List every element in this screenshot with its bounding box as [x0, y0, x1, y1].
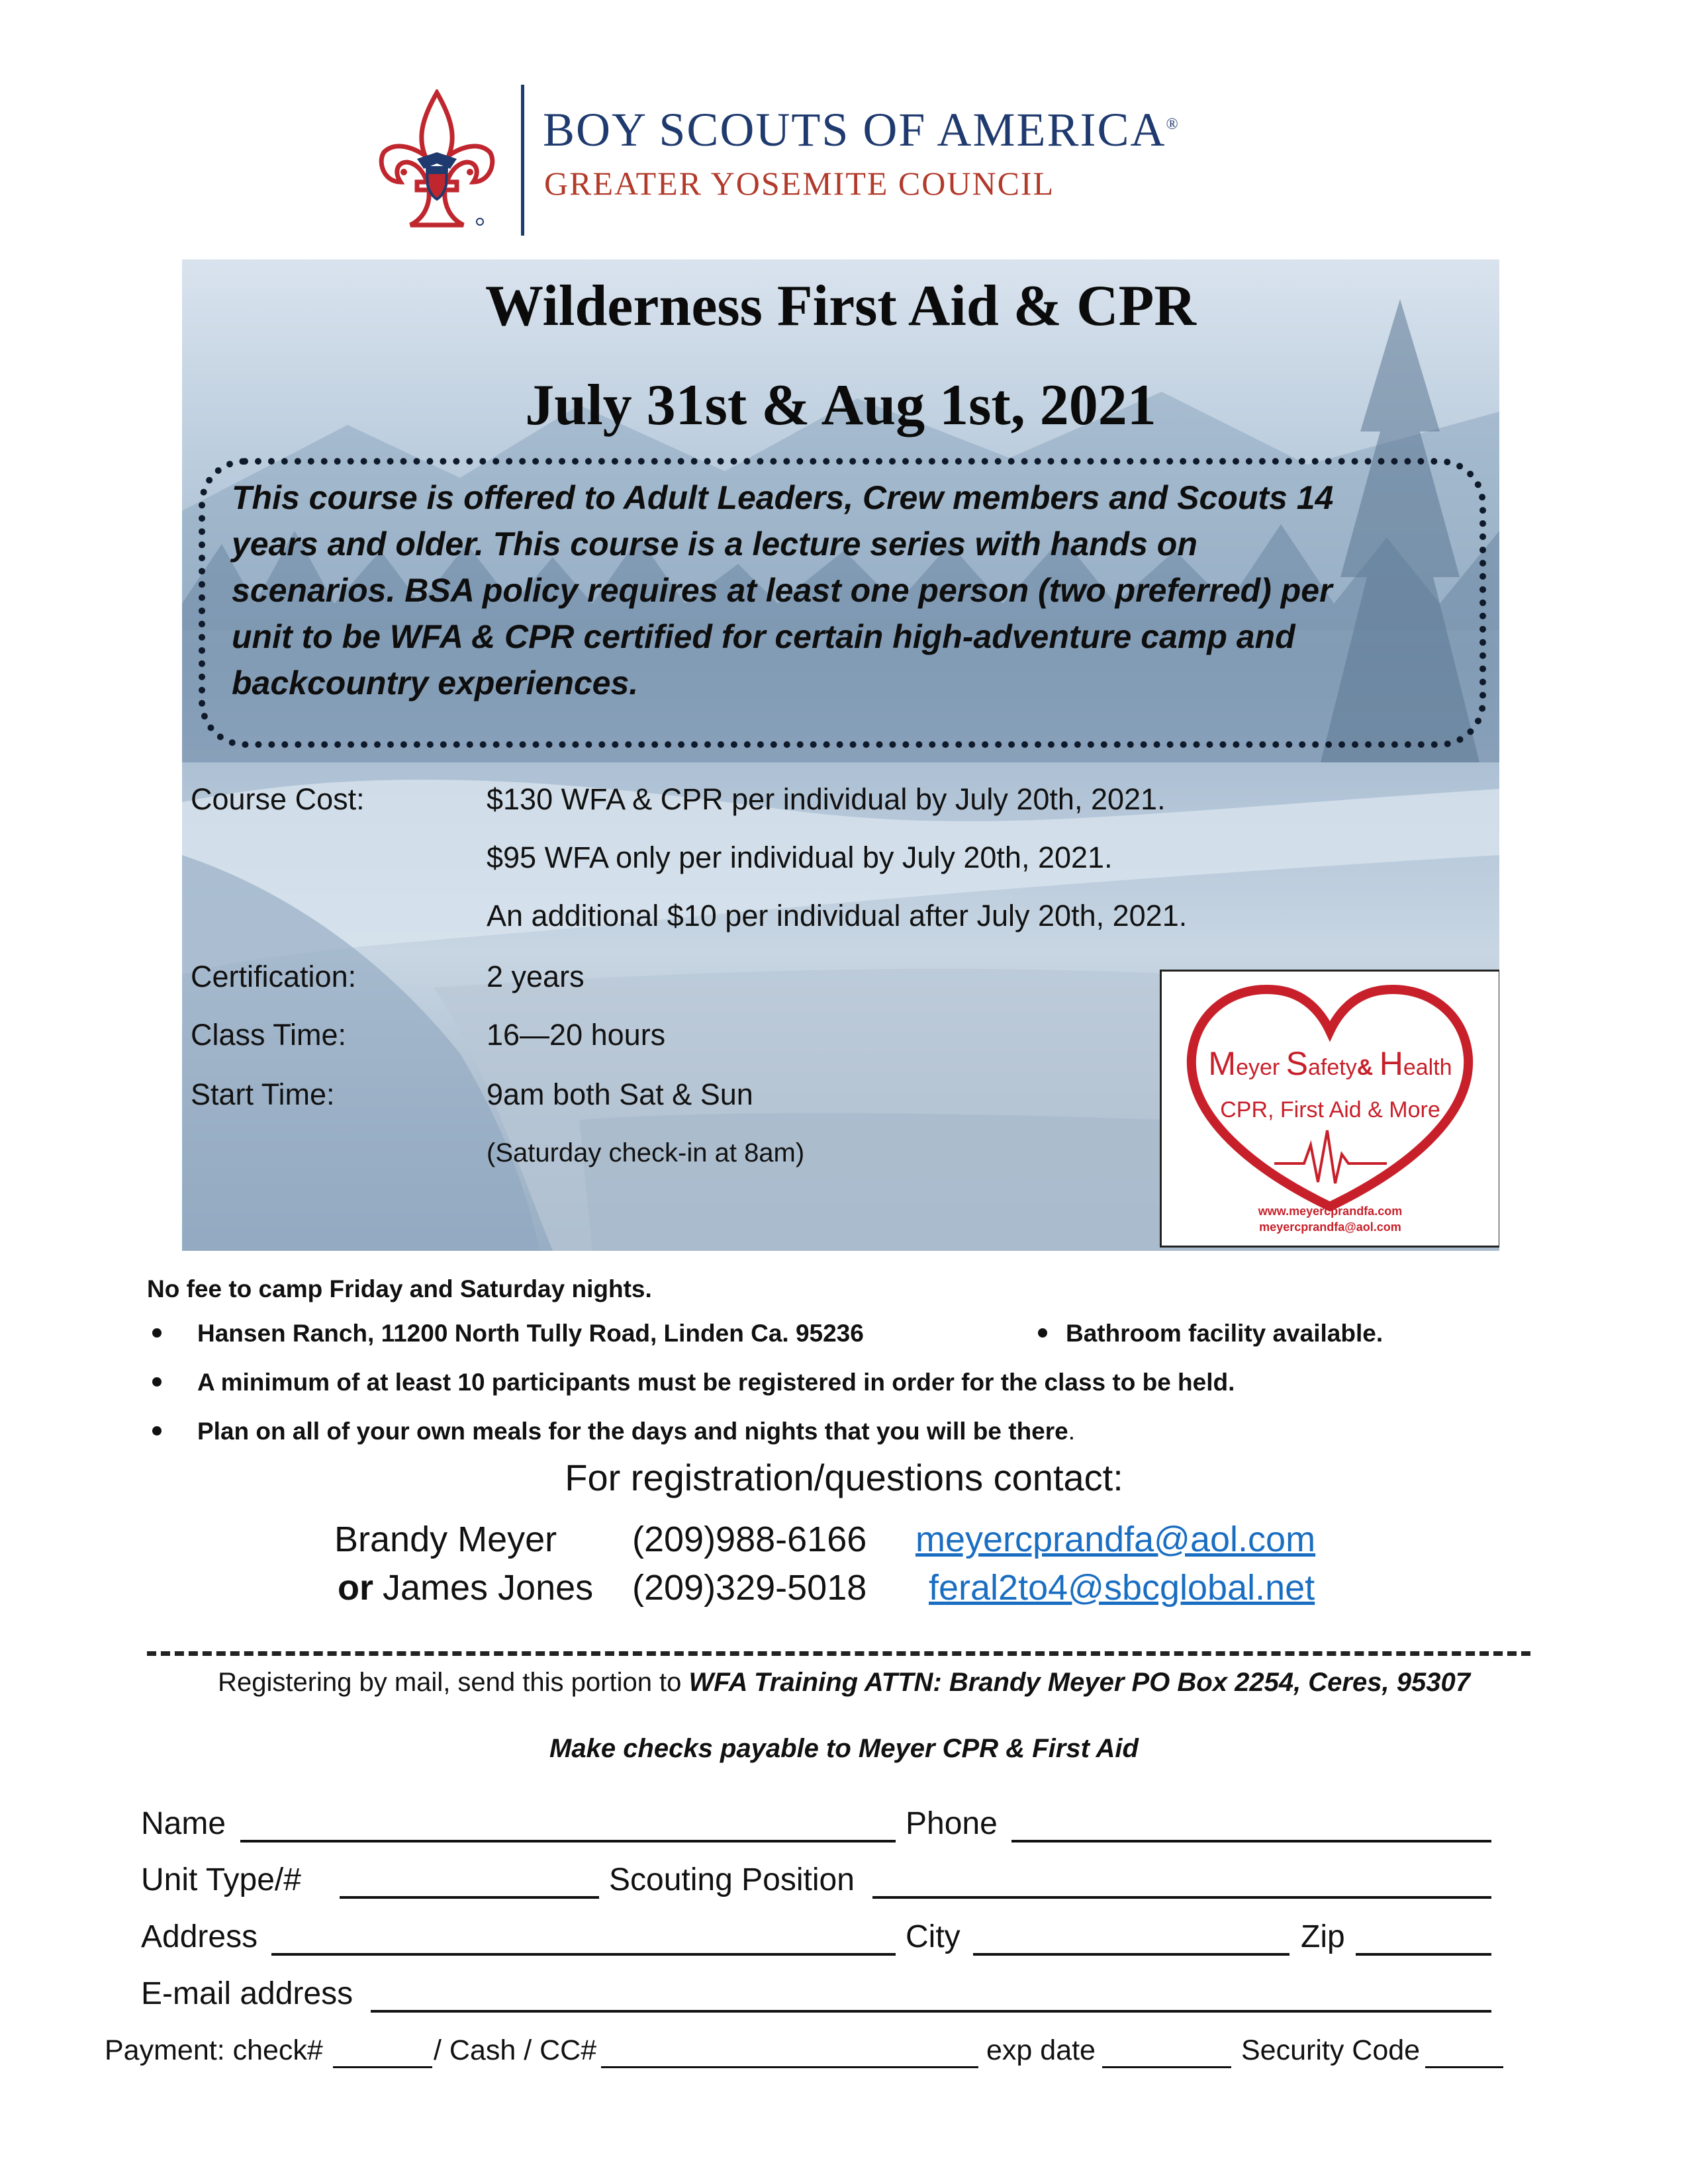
meyer-logo-website: www.meyercprandfa.com: [1258, 1205, 1403, 1218]
address-field[interactable]: [271, 1953, 896, 1956]
meyer-logo-name: Meyer Safety& Health: [1208, 1045, 1452, 1082]
mail-instructions: Registering by mail, send this portion to WFA Training ATTN: Brandy Meyer PO Box 2254, Ceres, 95307: [218, 1668, 1470, 1697]
intro-text: [232, 475, 1456, 706]
org-name: BOY SCOUTS OF AMERICA®: [543, 103, 1180, 156]
location-note: Hansen Ranch, 11200 North Tully Road, Linden Ca. 95236: [197, 1320, 864, 1347]
cut-line: [147, 1651, 1530, 1656]
certification-label: Certification:: [191, 960, 357, 993]
bullet-icon: [152, 1328, 162, 1338]
course-date: July 31st & Aug 1st, 2021: [525, 373, 1156, 437]
council-name: GREATER YOSEMITE COUNCIL: [544, 165, 1055, 202]
exp-date-label: exp date: [986, 2034, 1096, 2066]
start-time-note: (Saturday check-in at 8am): [487, 1138, 805, 1167]
cost-line: $95 WFA only per individual by July 20th, 2021.: [487, 841, 1113, 874]
unit-label: Unit Type/#: [141, 1862, 301, 1897]
city-label: City: [906, 1919, 961, 1954]
header-divider: [521, 85, 524, 236]
name-label: Name: [141, 1806, 226, 1841]
start-time-value: 9am both Sat & Sun: [487, 1077, 753, 1111]
address-label: Address: [141, 1919, 258, 1954]
meyer-safety-logo: [1160, 970, 1499, 1248]
security-code-label: Security Code: [1241, 2034, 1421, 2066]
cost-line: $130 WFA & CPR per individual by July 20th, 2021.: [487, 782, 1166, 816]
certification-value: 2 years: [487, 960, 585, 993]
zip-label: Zip: [1301, 1919, 1345, 1954]
bsa-fleur-de-lis-icon: [377, 89, 496, 232]
start-time-label: Start Time:: [191, 1077, 335, 1111]
scouting-position-label: Scouting Position: [609, 1862, 855, 1897]
class-time-value: 16—20 hours: [487, 1018, 666, 1052]
email-label: E-mail address: [141, 1976, 353, 2011]
phone-field[interactable]: [1011, 1840, 1491, 1843]
course-title: Wilderness First Aid & CPR: [485, 274, 1196, 338]
intro-line: unit to be WFA & CPR certified for certain high-adventure camp and: [232, 618, 1295, 655]
contact-or: or: [338, 1568, 373, 1608]
security-code-field[interactable]: [1425, 2066, 1503, 2068]
city-field[interactable]: [973, 1953, 1289, 1956]
bullet-icon: [152, 1377, 162, 1387]
meals-note: Plan on all of your own meals for the days and nights that you will be there.: [197, 1418, 1076, 1445]
course-banner: [182, 259, 1499, 1251]
meyer-logo-tagline: CPR, First Aid & More: [1220, 1097, 1440, 1122]
scouting-position-field[interactable]: [872, 1896, 1491, 1899]
meyer-logo-email: meyercprandfa@aol.com: [1259, 1220, 1401, 1234]
cc-number-field[interactable]: [601, 2066, 978, 2068]
email-field[interactable]: [371, 2010, 1491, 2013]
check-number-field[interactable]: [333, 2066, 432, 2068]
camp-note: No fee to camp Friday and Saturday nights.: [147, 1275, 652, 1302]
bullet-icon: [152, 1426, 162, 1435]
contact-phone: (209)329-5018: [632, 1568, 867, 1608]
registered-mark: ®: [1166, 116, 1180, 133]
contact-name: James Jones: [383, 1568, 594, 1608]
intro-line: This course is offered to Adult Leaders, Crew members and Scouts 14: [232, 479, 1334, 516]
name-field[interactable]: [240, 1840, 896, 1843]
contact-heading: For registration/questions contact:: [565, 1457, 1123, 1498]
bathroom-note: Bathroom facility available.: [1066, 1320, 1383, 1347]
minimum-note: A minimum of at least 10 participants must be registered in order for the class to be held.: [197, 1369, 1235, 1396]
contact-email-link[interactable]: feral2to4@sbcglobal.net: [929, 1568, 1315, 1608]
checks-payable-note: Make checks payable to Meyer CPR & First Aid: [549, 1734, 1139, 1763]
contact-phone: (209)988-6166: [632, 1520, 867, 1559]
intro-line: years and older. This course is a lecture series with hands on: [232, 525, 1197, 563]
payment-cash-cc-label: / Cash / CC#: [434, 2034, 597, 2066]
exp-date-field[interactable]: [1102, 2066, 1231, 2068]
zip-field[interactable]: [1356, 1953, 1491, 1956]
phone-label: Phone: [906, 1806, 998, 1841]
payment-check-label: Payment: check#: [105, 2034, 323, 2066]
cost-line: An additional $10 per individual after July 20th, 2021.: [487, 899, 1188, 933]
class-time-label: Class Time:: [191, 1018, 347, 1052]
contact-name: Brandy Meyer: [334, 1520, 557, 1559]
cost-label: Course Cost:: [191, 782, 365, 816]
intro-line: scenarios. BSA policy requires at least one person (two preferred) per: [232, 572, 1333, 609]
unit-field[interactable]: [340, 1896, 599, 1899]
contact-email-link[interactable]: meyercprandfa@aol.com: [915, 1520, 1316, 1559]
intro-line: backcountry experiences.: [232, 664, 639, 702]
bullet-icon: [1038, 1328, 1047, 1338]
